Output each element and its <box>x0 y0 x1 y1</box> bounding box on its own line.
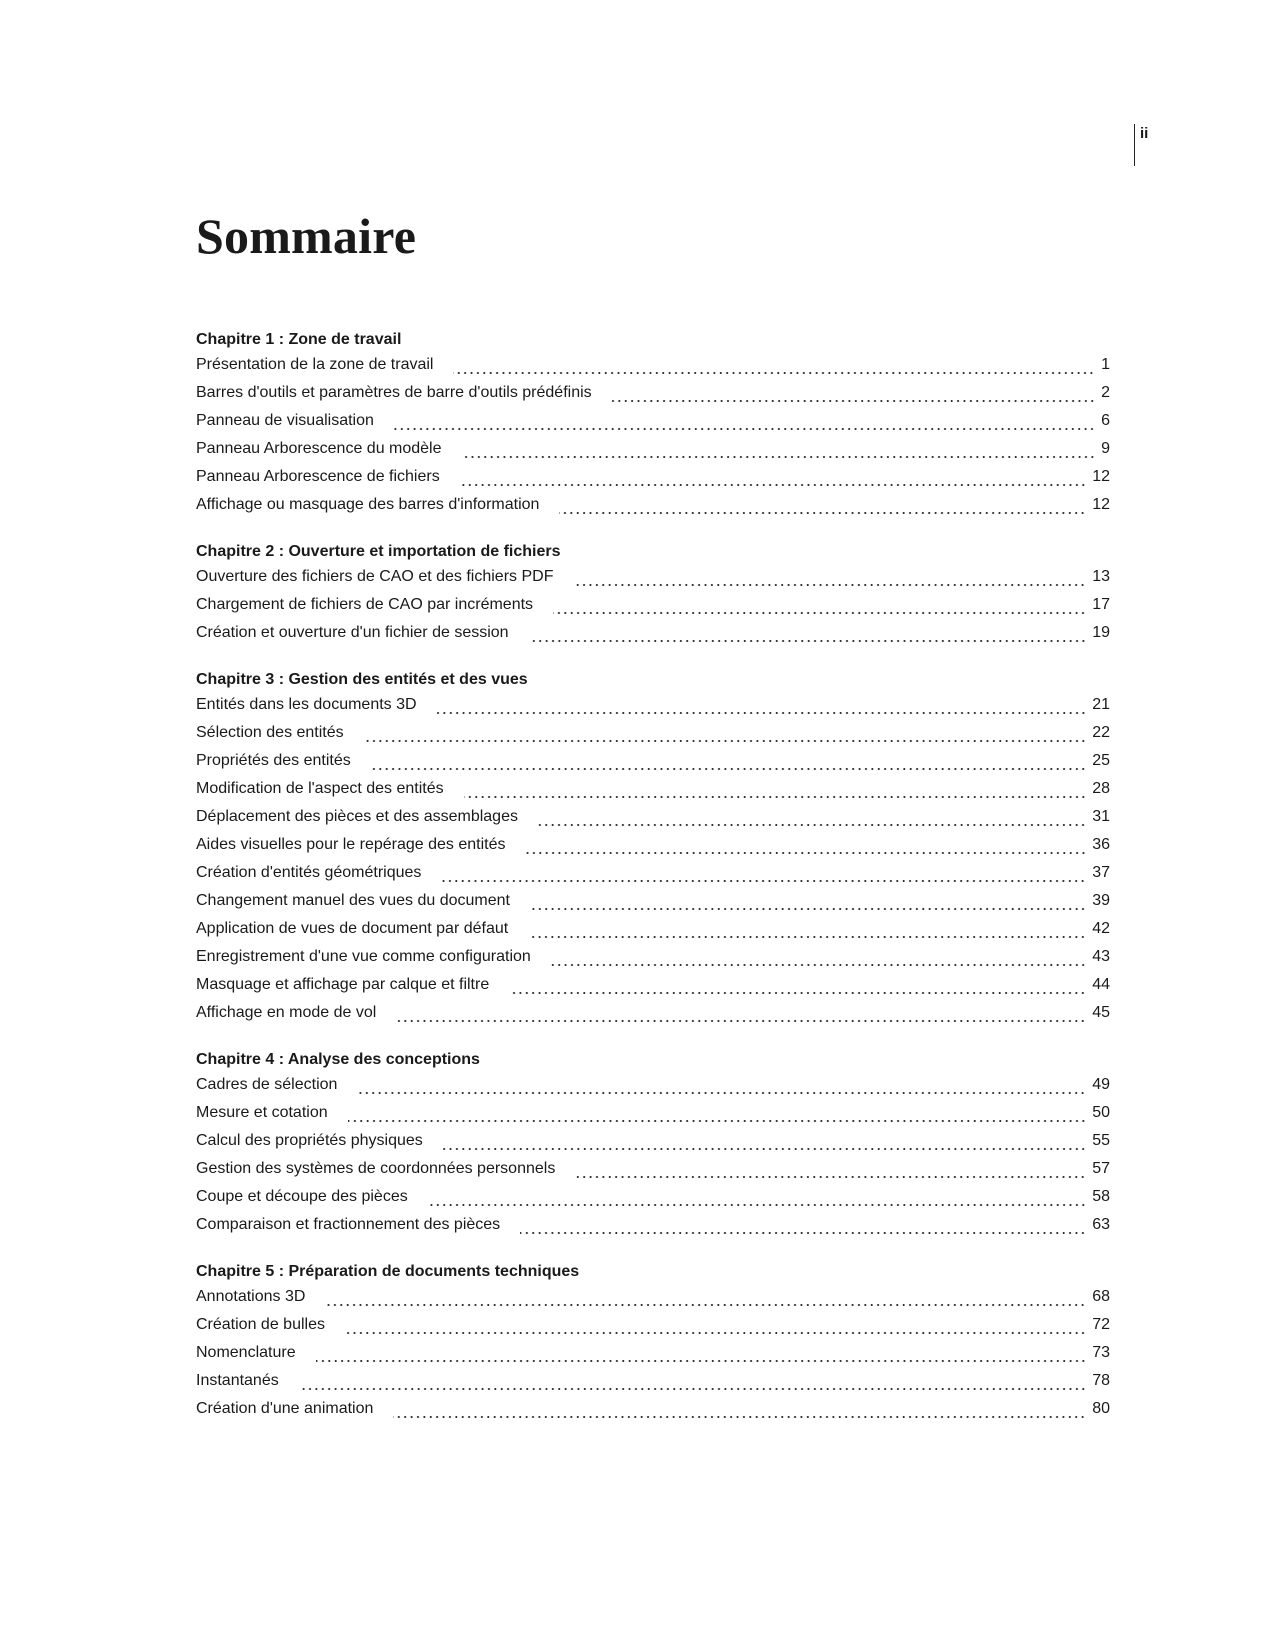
toc-entry-page-number: 80 <box>1092 1400 1110 1417</box>
toc-entry[interactable] <box>196 1343 1110 1371</box>
toc-entry-label: Création de bulles <box>196 1316 325 1333</box>
dot-leader <box>357 1091 1086 1095</box>
dot-leader <box>575 1175 1086 1179</box>
toc-entry[interactable] <box>196 1371 1110 1399</box>
chapter-heading: Chapitre 1 : Zone de travail <box>196 331 402 348</box>
toc-entry[interactable] <box>196 723 1110 751</box>
dot-leader <box>394 427 1095 431</box>
toc-entry-page-number: 21 <box>1092 696 1110 713</box>
toc-entry[interactable] <box>196 1315 1110 1343</box>
toc-entry[interactable] <box>196 1399 1110 1427</box>
chapter-heading: Chapitre 3 : Gestion des entités et des vues <box>196 671 528 688</box>
toc-entry-label: Ouverture des fichiers de CAO et des fichiers PDF <box>196 568 554 585</box>
dot-leader <box>299 1387 1086 1391</box>
dot-leader <box>364 739 1087 743</box>
dot-leader <box>529 639 1087 643</box>
toc-entry-page-number: 9 <box>1101 440 1110 457</box>
toc-entry[interactable] <box>196 863 1110 891</box>
dot-leader <box>553 611 1086 615</box>
dot-leader <box>441 879 1086 883</box>
toc-entry-label: Comparaison et fractionnement des pièces <box>196 1216 501 1233</box>
toc-entry-label: Aides visuelles pour le repérage des entités <box>196 836 506 853</box>
toc-entry-page-number: 68 <box>1092 1288 1110 1305</box>
toc-entry[interactable] <box>196 835 1110 863</box>
dot-leader <box>559 511 1086 515</box>
toc-entry-label: Nomenclature <box>196 1344 296 1361</box>
toc-entry[interactable] <box>196 1075 1110 1103</box>
dot-leader <box>530 907 1086 911</box>
toc-entry-label: Barres d'outils et paramètres de barre d'outils prédéfinis <box>196 384 592 401</box>
toc-entry-label: Instantanés <box>196 1372 279 1389</box>
toc-entry-page-number: 22 <box>1092 724 1110 741</box>
toc-entry[interactable] <box>196 1287 1110 1315</box>
toc-entry[interactable] <box>196 1103 1110 1131</box>
toc-entry[interactable] <box>196 567 1110 595</box>
toc-entry-page-number: 12 <box>1092 496 1110 513</box>
dot-leader <box>509 991 1086 995</box>
toc-entry-label: Gestion des systèmes de coordonnées personnels <box>196 1160 556 1177</box>
toc-entry-page-number: 55 <box>1092 1132 1110 1149</box>
chapter-heading: Chapitre 5 : Préparation de documents techniques <box>196 1263 580 1280</box>
toc-entry-page-number: 45 <box>1092 1004 1110 1021</box>
dot-leader <box>325 1303 1086 1307</box>
toc-entry[interactable] <box>196 1003 1110 1031</box>
dot-leader <box>612 399 1095 403</box>
toc-entry-label: Présentation de la zone de travail <box>196 356 434 373</box>
toc-entry[interactable] <box>196 1131 1110 1159</box>
toc-entry-label: Annotations 3D <box>196 1288 306 1305</box>
toc-entry-label: Panneau Arborescence du modèle <box>196 440 442 457</box>
toc-entry-page-number: 57 <box>1092 1160 1110 1177</box>
page-number: ii <box>1140 125 1149 142</box>
dot-leader <box>462 455 1096 459</box>
toc-entry[interactable] <box>196 495 1110 523</box>
toc-entry[interactable] <box>196 975 1110 1003</box>
dot-leader <box>520 1231 1086 1235</box>
toc-entry[interactable] <box>196 947 1110 975</box>
toc-entry-page-number: 13 <box>1092 568 1110 585</box>
toc-entry-label: Panneau Arborescence de fichiers <box>196 468 440 485</box>
dot-leader <box>348 1119 1087 1123</box>
dot-leader <box>573 583 1086 587</box>
toc-entry[interactable] <box>196 779 1110 807</box>
dot-leader <box>371 767 1086 771</box>
toc-entry-page-number: 78 <box>1092 1372 1110 1389</box>
chapter-section <box>196 330 1110 523</box>
toc-entry[interactable] <box>196 919 1110 947</box>
toc-entry-label: Masquage et affichage par calque et filtre <box>196 976 490 993</box>
dot-leader <box>538 823 1086 827</box>
toc-entry[interactable] <box>196 467 1110 495</box>
toc-entry-label: Modification de l'aspect des entités <box>196 780 444 797</box>
chapter-section <box>196 1050 1110 1243</box>
toc-entry-label: Panneau de visualisation <box>196 412 374 429</box>
dot-leader <box>464 795 1087 799</box>
toc-entry-page-number: 39 <box>1092 892 1110 909</box>
chapter-section <box>196 542 1110 651</box>
toc-entry-page-number: 28 <box>1092 780 1110 797</box>
toc-entry[interactable] <box>196 751 1110 779</box>
toc-entry-label: Déplacement des pièces et des assemblages <box>196 808 518 825</box>
toc-entry-page-number: 31 <box>1092 808 1110 825</box>
dot-leader <box>393 1415 1086 1419</box>
dot-leader <box>437 711 1087 715</box>
toc-entry-label: Changement manuel des vues du document <box>196 892 510 909</box>
toc-entry[interactable] <box>196 383 1110 411</box>
page-title: Sommaire <box>196 208 417 264</box>
page-number-marker <box>1134 124 1148 166</box>
toc-entry-label: Enregistrement d'une vue comme configuration <box>196 948 531 965</box>
toc-entry-page-number: 44 <box>1092 976 1110 993</box>
dot-leader <box>428 1203 1086 1207</box>
toc-entry[interactable] <box>196 1187 1110 1215</box>
toc-entry-label: Mesure et cotation <box>196 1104 328 1121</box>
toc-entry-page-number: 49 <box>1092 1076 1110 1093</box>
toc-entry-page-number: 2 <box>1101 384 1110 401</box>
toc-entry-label: Cadres de sélection <box>196 1076 338 1093</box>
toc-entry-page-number: 63 <box>1092 1216 1110 1233</box>
dot-leader <box>396 1019 1086 1023</box>
toc-entry-page-number: 12 <box>1092 468 1110 485</box>
toc-entry[interactable] <box>196 891 1110 919</box>
toc-entry-label: Sélection des entités <box>196 724 344 741</box>
table-of-contents <box>196 330 1110 1446</box>
toc-entry-label: Calcul des propriétés physiques <box>196 1132 423 1149</box>
toc-entry-page-number: 36 <box>1092 836 1110 853</box>
toc-entry[interactable] <box>196 1159 1110 1187</box>
toc-entry[interactable] <box>196 623 1110 651</box>
toc-entry-label: Création d'entités géométriques <box>196 864 422 881</box>
chapter-heading: Chapitre 4 : Analyse des conceptions <box>196 1051 480 1068</box>
dot-leader <box>316 1359 1087 1363</box>
toc-entry-page-number: 25 <box>1092 752 1110 769</box>
toc-entry-label: Création et ouverture d'un fichier de session <box>196 624 509 641</box>
toc-entry[interactable] <box>196 695 1110 723</box>
toc-entry-page-number: 6 <box>1101 412 1110 429</box>
toc-entry-page-number: 72 <box>1092 1316 1110 1333</box>
toc-entry-page-number: 58 <box>1092 1188 1110 1205</box>
toc-entry-page-number: 19 <box>1092 624 1110 641</box>
dot-leader <box>443 1147 1086 1151</box>
toc-entry[interactable] <box>196 411 1110 439</box>
toc-entry[interactable] <box>196 1215 1110 1243</box>
toc-entry-page-number: 73 <box>1092 1344 1110 1361</box>
dot-leader <box>345 1331 1086 1335</box>
toc-entry[interactable] <box>196 595 1110 623</box>
toc-entry-label: Création d'une animation <box>196 1400 374 1417</box>
dot-leader <box>551 963 1086 967</box>
chapter-heading: Chapitre 2 : Ouverture et importation de fichiers <box>196 543 561 560</box>
toc-entry-label: Entités dans les documents 3D <box>196 696 417 713</box>
toc-entry-label: Affichage ou masquage des barres d'information <box>196 496 540 513</box>
toc-entry-label: Chargement de fichiers de CAO par incréments <box>196 596 534 613</box>
toc-entry-label: Application de vues de document par défaut <box>196 920 509 937</box>
dot-leader <box>453 371 1095 375</box>
toc-entry-page-number: 43 <box>1092 948 1110 965</box>
toc-entry-page-number: 37 <box>1092 864 1110 881</box>
toc-entry-page-number: 42 <box>1092 920 1110 937</box>
toc-entry[interactable] <box>196 439 1110 467</box>
toc-entry-label: Propriétés des entités <box>196 752 351 769</box>
toc-entry-page-number: 50 <box>1092 1104 1110 1121</box>
toc-entry[interactable] <box>196 355 1110 383</box>
toc-entry-page-number: 17 <box>1092 596 1110 613</box>
chapter-section <box>196 670 1110 1031</box>
chapter-section <box>196 1262 1110 1427</box>
dot-leader <box>460 483 1086 487</box>
dot-leader <box>528 935 1086 939</box>
toc-entry-label: Affichage en mode de vol <box>196 1004 377 1021</box>
toc-entry-label: Coupe et découpe des pièces <box>196 1188 408 1205</box>
toc-entry[interactable] <box>196 807 1110 835</box>
dot-leader <box>526 851 1087 855</box>
toc-entry-page-number: 1 <box>1101 356 1110 373</box>
